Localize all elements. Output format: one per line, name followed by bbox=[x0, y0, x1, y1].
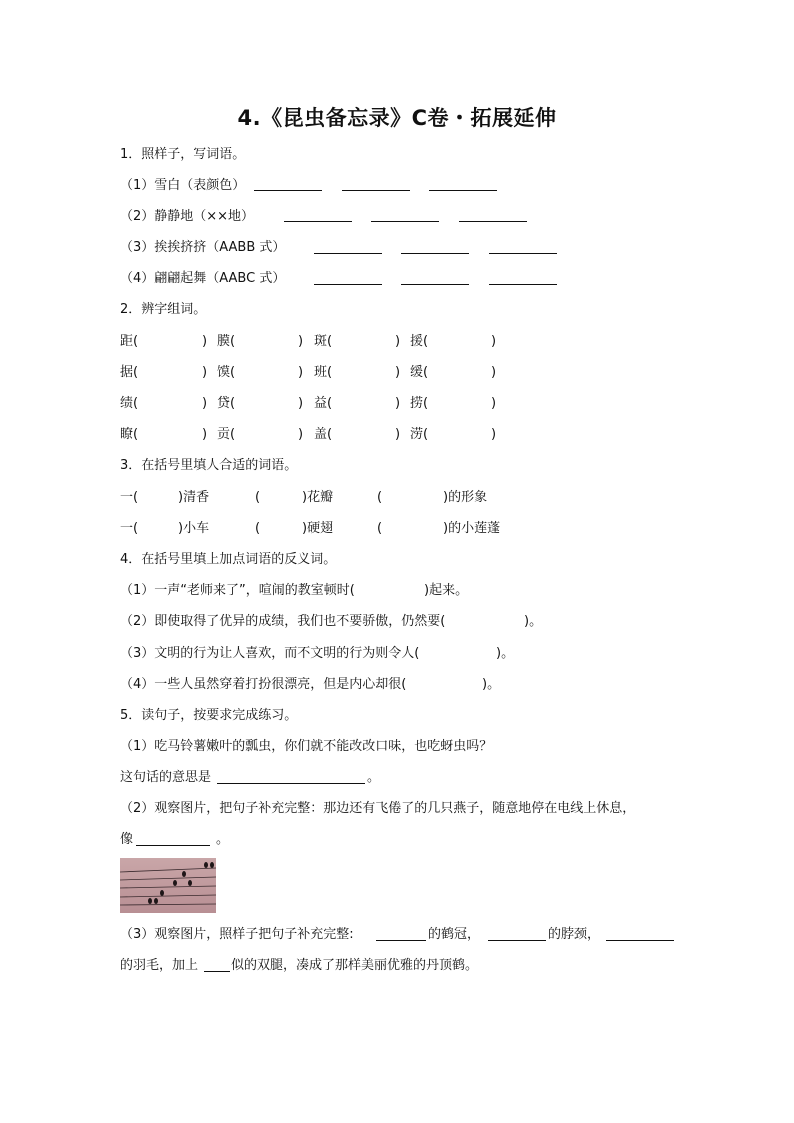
q1-item-4: （4）翩翩起舞（AABC 式） bbox=[120, 271, 286, 286]
q4-item-4-tail: )。 bbox=[482, 677, 501, 692]
q4-item-2-tail: )。 bbox=[524, 614, 543, 629]
answer-blank[interactable] bbox=[284, 221, 352, 222]
q2-heading: 2．辨字组词。 bbox=[120, 302, 207, 317]
answer-blank[interactable] bbox=[217, 783, 365, 784]
q3-cell: 一( bbox=[120, 521, 139, 536]
q3-cell: )的形象 bbox=[443, 490, 488, 505]
q5-sentence-1: （1）吃马铃薯嫩叶的瓢虫，你们就不能改改口味，也吃蚜虫吗？ bbox=[120, 739, 493, 754]
answer-blank[interactable] bbox=[606, 940, 674, 941]
answer-blank[interactable] bbox=[429, 190, 497, 191]
q2-cell: 班( bbox=[314, 365, 333, 380]
q4-item-2-text: （2）即使取得了优异的成绩，我们也不要骄傲，仍然要( bbox=[120, 614, 446, 629]
q2-cell: ) bbox=[491, 365, 497, 380]
q5-s3-part-d: 的羽毛，加上 bbox=[120, 958, 199, 973]
q2-cell: ) bbox=[202, 427, 208, 442]
q3-cell: )小车 bbox=[178, 521, 210, 536]
q2-cell: ) bbox=[298, 334, 304, 349]
q3-cell: )清香 bbox=[178, 490, 210, 505]
answer-blank[interactable] bbox=[401, 253, 469, 254]
answer-blank[interactable] bbox=[254, 190, 322, 191]
q3-cell: )硬翅 bbox=[302, 521, 334, 536]
q2-cell: ) bbox=[298, 396, 304, 411]
q3-cell: ( bbox=[255, 521, 261, 536]
swallows-on-wires-image bbox=[120, 858, 216, 913]
q2-cell: ) bbox=[298, 365, 304, 380]
answer-blank[interactable] bbox=[314, 284, 382, 285]
answer-blank[interactable] bbox=[488, 940, 546, 941]
q3-cell: 一( bbox=[120, 490, 139, 505]
answer-blank[interactable] bbox=[376, 940, 426, 941]
q2-cell: 膜( bbox=[217, 334, 236, 349]
q2-cell: ) bbox=[202, 334, 208, 349]
q2-cell: 涝( bbox=[410, 427, 429, 442]
q2-cell: 馍( bbox=[217, 365, 236, 380]
q2-cell: 缓( bbox=[410, 365, 429, 380]
q2-cell: ) bbox=[395, 334, 401, 349]
q5-s3-part-b: 的鹤冠， bbox=[428, 927, 481, 942]
q4-item-3-text: （3）文明的行为让人喜欢，而不文明的行为则令人( bbox=[120, 646, 420, 661]
q2-cell: 盖( bbox=[314, 427, 333, 442]
answer-blank[interactable] bbox=[342, 190, 410, 191]
q2-cell: 贷( bbox=[217, 396, 236, 411]
q4-item-1-text: （1）一声“老师来了”，喧闹的教室顿时( bbox=[120, 583, 355, 598]
q2-cell: 捞( bbox=[410, 396, 429, 411]
q5-answer-suffix: 。 bbox=[367, 770, 381, 785]
answer-blank[interactable] bbox=[204, 971, 230, 972]
q2-cell: 斑( bbox=[314, 334, 333, 349]
answer-blank[interactable] bbox=[489, 253, 557, 254]
q4-item-4-text: （4）一些人虽然穿着打扮很漂亮，但是内心却很( bbox=[120, 677, 407, 692]
q5-s3-part-e: 似的双腿，凑成了那样美丽优雅的丹顶鹤。 bbox=[231, 958, 479, 973]
q4-item-3-tail: )。 bbox=[496, 646, 515, 661]
q2-cell: ) bbox=[395, 427, 401, 442]
q2-cell: 贡( bbox=[217, 427, 236, 442]
q2-cell: ) bbox=[491, 427, 497, 442]
q2-cell: 益( bbox=[314, 396, 333, 411]
q2-cell: 距( bbox=[120, 334, 139, 349]
q4-heading: 4．在括号里填上加点词语的反义词。 bbox=[120, 552, 337, 567]
q5-heading: 5．读句子，按要求完成练习。 bbox=[120, 708, 298, 723]
answer-blank[interactable] bbox=[314, 253, 382, 254]
answer-blank[interactable] bbox=[136, 845, 210, 846]
q2-cell: 据( bbox=[120, 365, 139, 380]
q2-cell: ) bbox=[202, 365, 208, 380]
q2-cell: ) bbox=[395, 365, 401, 380]
q2-cell: ) bbox=[395, 396, 401, 411]
q5-s2-suffix: 。 bbox=[216, 832, 230, 847]
q5-s2-prefix: 像 bbox=[120, 832, 134, 847]
q2-cell: 援( bbox=[410, 334, 429, 349]
page-title: 4.《昆虫备忘录》C卷・拓展延伸 bbox=[237, 106, 557, 130]
q3-cell: )花瓣 bbox=[302, 490, 334, 505]
q2-cell: ) bbox=[491, 396, 497, 411]
q3-cell: ( bbox=[377, 521, 383, 536]
q1-heading: 1．照样子，写词语。 bbox=[120, 147, 246, 162]
q2-cell: ) bbox=[491, 334, 497, 349]
q2-cell: 绩( bbox=[120, 396, 139, 411]
q1-item-3: （3）挨挨挤挤（AABB 式） bbox=[120, 240, 286, 255]
q2-cell: 瞭( bbox=[120, 427, 139, 442]
q5-s3-part-a: （3）观察图片，照样子把句子补充完整: bbox=[120, 927, 354, 942]
q3-heading: 3．在括号里填人合适的词语。 bbox=[120, 458, 298, 473]
answer-blank[interactable] bbox=[371, 221, 439, 222]
q2-cell: ) bbox=[202, 396, 208, 411]
q4-item-1-tail: )起来。 bbox=[424, 583, 469, 598]
wires-illustration bbox=[120, 858, 216, 913]
answer-blank[interactable] bbox=[401, 284, 469, 285]
q1-item-2: （2）静静地（××地） bbox=[120, 209, 255, 224]
answer-blank[interactable] bbox=[489, 284, 557, 285]
q3-cell: )的小莲蓬 bbox=[443, 521, 501, 536]
answer-blank[interactable] bbox=[459, 221, 527, 222]
q5-answer-prefix: 这句话的意思是 bbox=[120, 770, 212, 785]
q3-cell: ( bbox=[377, 490, 383, 505]
q5-s3-part-c: 的脖颈， bbox=[548, 927, 601, 942]
q3-cell: ( bbox=[255, 490, 261, 505]
q5-sentence-2: （2）观察图片，把句子补充完整：那边还有飞倦了的几只燕子，随意地停在电线上休息， bbox=[120, 801, 636, 816]
q1-item-1: （1）雪白（表颜色） bbox=[120, 178, 246, 193]
q2-cell: ) bbox=[298, 427, 304, 442]
